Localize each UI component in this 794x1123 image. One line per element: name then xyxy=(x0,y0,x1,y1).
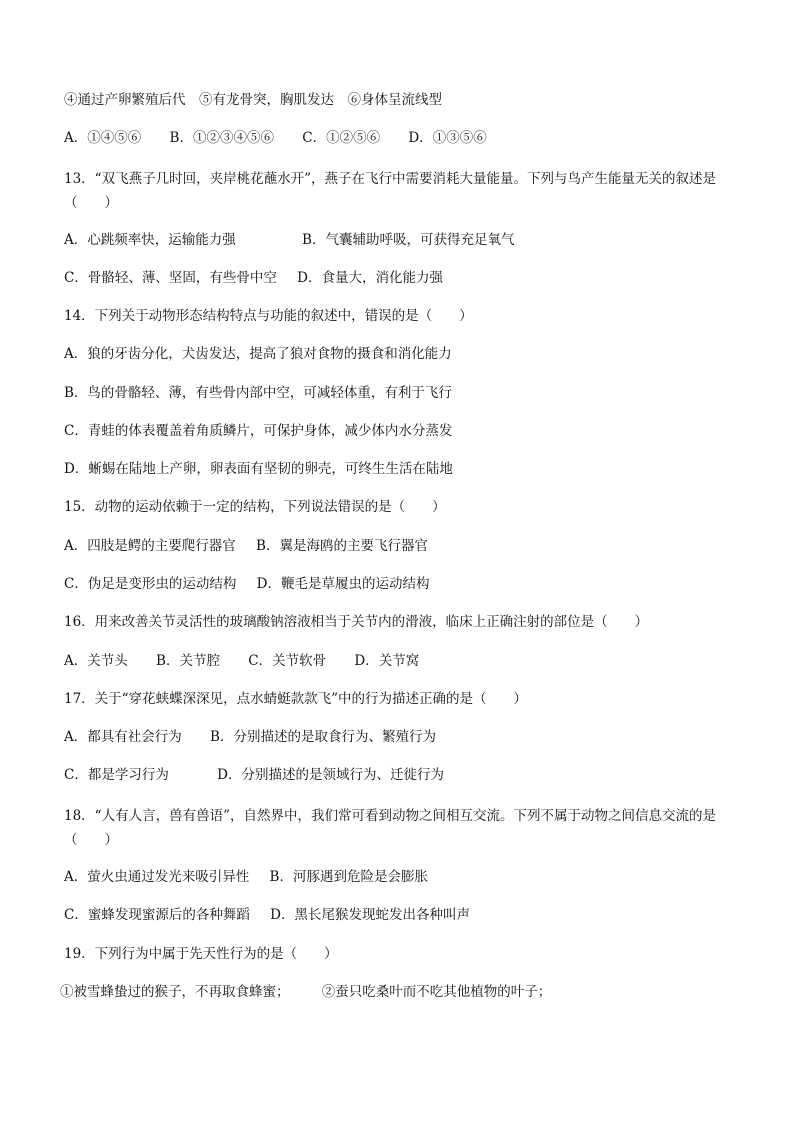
q12-option-c: C．①②⑤⑥ xyxy=(302,130,381,146)
q19-items xyxy=(60,983,754,1001)
q13-option-a: A．心跳频率快，运输能力强 xyxy=(64,232,236,248)
q17-option-a: A．都具有社会行为 xyxy=(64,729,182,745)
q15-option-a: A．四肢是鳄的主要爬行器官 xyxy=(64,538,236,554)
q12-option-b: B．①②③④⑤⑥ xyxy=(169,130,274,146)
q17-options-ab xyxy=(64,728,754,746)
q13-option-d: D．食量大，消化能力强 xyxy=(297,270,443,286)
q15-option-b: B．翼是海鸥的主要飞行器官 xyxy=(256,538,428,554)
q15-options-cd xyxy=(64,575,754,593)
q14-option-d: D．蜥蜴在陆地上产卵，卵表面有坚韧的卵壳，可终生生活在陆地 xyxy=(64,461,453,477)
q13-option-c: C．骨骼轻、薄、坚固，有些骨中空 xyxy=(64,270,277,286)
q14-option-c: C．青蛙的体表覆盖着角质鳞片，可保护身体，减少体内水分蒸发 xyxy=(64,423,453,439)
q14-option-a: A．狼的牙齿分化，犬齿发达，提高了狼对食物的摄食和消化能力 xyxy=(64,346,452,362)
q18-options-ab xyxy=(64,868,754,886)
q18-option-b: B．河豚遇到危险是会膨胀 xyxy=(269,869,428,885)
q12-option-d: D．①③⑤⑥ xyxy=(408,130,487,146)
q13-options-cd xyxy=(64,269,754,287)
q16-option-c: C．关节软骨 xyxy=(248,653,327,669)
q17-option-b: B．分别描述的是取食行为、繁殖行为 xyxy=(210,729,436,745)
q17-options-cd xyxy=(64,766,754,784)
answer-choices-line: ④通过产卵繁殖后代 ⑤有龙骨突，胸肌发达 ⑥身体呈流线型 xyxy=(64,92,442,108)
q16-stem: 16．用来改善关节灵活性的玻璃酸钠溶液相当于关节内的滑液，临床上正确注射的部位是（ ） xyxy=(64,614,649,630)
q19-stem: 19．下列行为中属于先天性行为的是（ ） xyxy=(64,946,338,962)
q15-option-d: D．鞭毛是草履虫的运动结构 xyxy=(256,576,430,592)
q19-item-2: ②蚕只吃桑叶而不吃其他植物的叶子； xyxy=(321,984,552,1000)
q13-stem: 13．“双飞燕子几时回，夹岸桃花蘸水开”，燕子在飞行中需要消耗大量能量。下列与鸟产生能量无关的叙述是（ ） xyxy=(64,171,716,211)
q15-stem: 15．动物的运动依赖于一定的结构，下列说法错误的是（ ） xyxy=(64,499,446,515)
q16-options xyxy=(64,652,754,670)
q15-option-c: C．伪足是变形虫的运动结构 xyxy=(64,576,237,592)
q18-option-a: A．萤火虫通过发光来吸引异性 xyxy=(64,869,250,885)
q15-options-ab xyxy=(64,537,754,555)
q16-option-a: A．关节头 xyxy=(64,653,128,669)
q16-option-d: D．关节窝 xyxy=(354,653,420,669)
q18-options-cd xyxy=(64,906,754,924)
q12-option-a: A．①④⑤⑥ xyxy=(64,130,142,146)
q18-option-d: D．黑长尾猴发现蛇发出各种叫声 xyxy=(270,907,470,923)
q18-option-c: C．蜜蜂发现蜜源后的各种舞蹈 xyxy=(64,907,250,923)
q13-options-ab xyxy=(64,231,754,249)
q17-option-c: C．都是学习行为 xyxy=(64,767,169,783)
q19-item-1: ①被雪蜂蛰过的猴子，不再取食蜂蜜； xyxy=(60,984,290,1000)
q14-stem: 14．下列关于动物形态结构特点与功能的叙述中，错误的是（ ） xyxy=(64,308,473,324)
q16-option-b: B．关节腔 xyxy=(156,653,220,669)
q13-option-b: B．气囊辅助呼吸，可获得充足氧气 xyxy=(302,232,515,248)
q17-stem: 17．关于“穿花蛱蝶深深见，点水蜻蜓款款飞”中的行为描述正确的是（ ） xyxy=(64,691,527,707)
q18-stem: 18．“人有人言，兽有兽语”，自然界中，我们常可看到动物之间相互交流。下列不属于动物之间信息交流的是（ ） xyxy=(64,808,716,848)
q17-option-d: D．分别描述的是领域行为、迁徙行为 xyxy=(217,767,444,783)
q12-options xyxy=(64,129,754,147)
q14-option-b: B．鸟的骨骼轻、薄，有些骨内部中空，可减轻体重，有利于飞行 xyxy=(64,385,452,401)
